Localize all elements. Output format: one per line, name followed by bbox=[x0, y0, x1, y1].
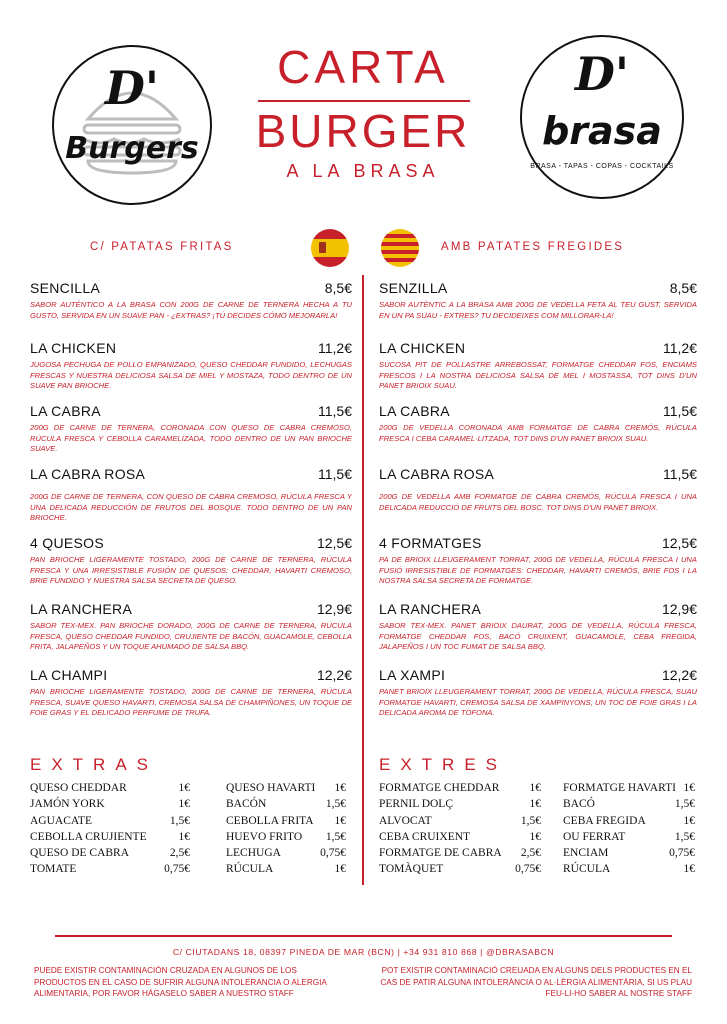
dbrasa-logo-mark: D' bbox=[575, 47, 629, 101]
extra-item bbox=[226, 845, 346, 861]
item-price: 11,5€ bbox=[663, 403, 697, 419]
extra-name: OU FERRAT bbox=[563, 830, 626, 843]
extra-price: 0,75€ bbox=[320, 847, 346, 860]
dburgers-logo bbox=[52, 45, 212, 205]
extra-name: TOMÀQUET bbox=[379, 863, 444, 876]
extra-name: HUEVO FRITO bbox=[226, 830, 303, 843]
extra-price: 1€ bbox=[334, 814, 346, 827]
extra-item bbox=[379, 780, 541, 796]
extra-name: AGUACATE bbox=[30, 814, 92, 827]
menu-item-es bbox=[30, 403, 352, 455]
item-name: SENCILLA bbox=[30, 280, 101, 296]
menu-item-ca bbox=[379, 601, 697, 653]
spain-flag-icon bbox=[311, 229, 349, 267]
item-description: 200G DE CARNE DE TERNERA, CON QUESO DE CABRA CREMOSO, RÚCULA FRESCA Y UNA DELICADA REDUCCIÓN DE FRUTOS DEL BOSQUE. TODO DENTRO DE UN PAN BRIOCHE. bbox=[30, 492, 352, 522]
extra-price: 0,75€ bbox=[669, 847, 695, 860]
item-description: SUCOSA PIT DE POLLASTRE ARREBOSSAT, FORMATGE CHEDDAR FOS, ENCIAMS FRESCOS I LA NOSTRA DELICIOSA SALSA DE MEL I MOSTASSA, TOT DINS D'UN PANET BRIOIX SUAU. bbox=[379, 360, 697, 390]
item-name: LA XAMPI bbox=[379, 667, 446, 683]
extra-price: 1€ bbox=[334, 863, 346, 876]
item-price: 12,5€ bbox=[661, 535, 697, 551]
extra-name: ENCIAM bbox=[563, 847, 609, 860]
extra-name: RÚCULA bbox=[226, 863, 274, 876]
item-price: 11,5€ bbox=[663, 466, 697, 482]
extra-name: FORMATGE DE CABRA bbox=[379, 847, 502, 860]
extra-item bbox=[226, 813, 346, 829]
extra-price: 1,5€ bbox=[325, 798, 346, 811]
footer-divider bbox=[55, 935, 672, 937]
menu-item-ca bbox=[379, 466, 697, 513]
item-name: SENZILLA bbox=[379, 280, 448, 296]
extra-price: 1€ bbox=[529, 798, 541, 811]
item-name: LA CHAMPI bbox=[30, 667, 108, 683]
extra-item bbox=[30, 829, 190, 845]
extra-price: 1€ bbox=[178, 782, 190, 794]
extra-item bbox=[30, 796, 190, 812]
extra-price: 1€ bbox=[683, 782, 695, 794]
extra-price: 1€ bbox=[334, 782, 346, 794]
menu-item-ca bbox=[379, 667, 697, 719]
extra-price: 1,5€ bbox=[325, 830, 346, 843]
item-price: 11,5€ bbox=[318, 403, 352, 419]
title-divider bbox=[258, 100, 470, 102]
extra-price: 1,5€ bbox=[674, 830, 695, 843]
allergy-note-es: PUEDE EXISTIR CONTAMINACIÓN CRUZADA EN ALGUNOS DE LOS PRODUCTOS EN EL CASO DE SUFRIR ALGUNA INTOLERANCIA O ALERGIA ALIMENTARIA, POR FAVOR HÁGASELO SABER A NUESTRO STAFF bbox=[34, 966, 327, 998]
item-name: LA CABRA bbox=[30, 403, 101, 419]
extra-item bbox=[563, 845, 695, 861]
extra-item bbox=[30, 780, 190, 796]
extras-es-col2 bbox=[226, 780, 346, 878]
dburgers-logo-word: Burgers bbox=[65, 131, 199, 166]
extra-item bbox=[379, 829, 541, 845]
extra-item bbox=[563, 780, 695, 796]
extras-ca-title: EXTRES bbox=[379, 755, 508, 774]
menu-item-ca bbox=[379, 403, 697, 444]
allergy-note-ca: POT EXISTIR CONTAMINACIÓ CREUADA EN ALGUNS DELS PRODUCTES EN EL CAS DE PATIR ALGUNA INTOLERÀNCIA O AL·LÈRGIA ALIMENTÀRIA, SI US PLAU FEU-LI-HO SABER AL NOSTRE STAFF bbox=[380, 966, 692, 998]
item-name: LA CHICKEN bbox=[30, 340, 117, 356]
subtitle-ca: AMB PATATES FREGIDES bbox=[441, 241, 625, 253]
menu-item-ca bbox=[379, 340, 697, 392]
item-description: 200G DE VEDELLA AMB FORMATGE DE CABRA CREMÓS, RÚCULA FRESCA I UNA DELICADA REDUCCIÓ DE FRUITS DEL BOSC. TOT DINS D'UN PANET BRIOIX. bbox=[379, 492, 697, 512]
item-description: SABOR AUTÈNTIC A LA BRASA AMB 200G DE VEDELLA FETA AL TEU GUST, SERVIDA EN UN PA SUAU - EXTRES? TU DECIDEIXES COM MILLORAR-LA! bbox=[379, 300, 697, 320]
item-price: 11,5€ bbox=[318, 466, 352, 482]
item-price: 12,9€ bbox=[661, 601, 697, 617]
extra-name: CEBA CRUIXENT bbox=[379, 830, 471, 843]
extra-name: FORMATGE CHEDDAR bbox=[379, 782, 500, 794]
menu-item-es bbox=[30, 601, 352, 653]
item-description: SABOR AUTÉNTICO A LA BRASA CON 200G DE CARNE DE TERNERA HECHA A TU GUSTO, SERVIDA EN UN SUAVE PAN - ¿EXTRAS? ¡TÚ DECIDES CÓMO MEJORARLA! bbox=[30, 300, 352, 320]
extra-price: 1,5€ bbox=[674, 798, 695, 811]
extras-es-title: EXTRAS bbox=[30, 755, 159, 774]
extra-item bbox=[563, 861, 695, 877]
extra-price: 1€ bbox=[683, 863, 695, 876]
extras-es-col1 bbox=[30, 780, 190, 878]
menu-item-es bbox=[30, 280, 352, 321]
extra-item bbox=[226, 796, 346, 812]
item-price: 8,5€ bbox=[669, 280, 697, 296]
menu-item-ca bbox=[379, 280, 697, 321]
extra-name: TOMATE bbox=[30, 863, 77, 876]
subtitle-es: C/ PATATAS FRITAS bbox=[90, 241, 234, 253]
extra-price: 2,5€ bbox=[169, 847, 190, 860]
extras-ca-col1 bbox=[379, 780, 541, 878]
extra-price: 1€ bbox=[529, 830, 541, 843]
extra-price: 1€ bbox=[529, 782, 541, 794]
extra-name: ALVOCAT bbox=[379, 814, 432, 827]
dbrasa-logo bbox=[520, 35, 684, 199]
column-divider bbox=[362, 275, 364, 885]
extra-name: PERNIL DOLÇ bbox=[379, 798, 454, 811]
extra-name: RÚCULA bbox=[563, 863, 611, 876]
menu-item-es bbox=[30, 535, 352, 587]
menu-item-ca bbox=[379, 535, 697, 587]
catalonia-flag-icon bbox=[381, 229, 419, 267]
item-description: SABOR TEX-MEX. PAN BRIOCHE DORADO, 200G DE CARNE DE TERNERA, RÚCULA FRESCA, QUESO CHEDDAR FUNDIDO, CRUJIENTE DE BACÓN, GUACAMOLE, CEBOLLA FRITA, JALAPEÑOS Y UN TOQUE AHUMADO DE SALSA BBQ. bbox=[30, 621, 352, 651]
extra-price: 1€ bbox=[683, 814, 695, 827]
menu-item-es bbox=[30, 667, 352, 719]
item-price: 11,2€ bbox=[318, 340, 352, 356]
extra-price: 0,75€ bbox=[515, 863, 541, 876]
extra-price: 1,5€ bbox=[520, 814, 541, 827]
extra-item bbox=[563, 796, 695, 812]
item-price: 12,2€ bbox=[661, 667, 697, 683]
extra-name: FORMATGE HAVARTI bbox=[563, 782, 676, 794]
dburgers-logo-mark: D' bbox=[105, 61, 159, 115]
item-name: LA CABRA bbox=[379, 403, 450, 419]
item-price: 8,5€ bbox=[324, 280, 352, 296]
extra-price: 1€ bbox=[178, 830, 190, 843]
extra-item bbox=[379, 813, 541, 829]
extra-item bbox=[563, 829, 695, 845]
footer-address: C/ CIUTADANS 18, 08397 PINEDA DE MAR (BCN) | +34 931 810 868 | @DBRASABCN bbox=[172, 947, 555, 957]
item-description: PA DE BRIOIX LLEUGERAMENT TORRAT, 200G DE VEDELLA, RÚCULA FRESCA I UNA FUSIÓ IRRESISTIBLE DE FORMATGES: CHEDDAR, HAVARTI CREMÓS, BRIE FOS I LA NOSTRA SALSA SECRETA DE FORMATGE. bbox=[379, 555, 697, 585]
extra-item bbox=[379, 796, 541, 812]
extra-name: BACÓN bbox=[226, 798, 267, 811]
item-description: PAN BRIOCHE LIGERAMENTE TOSTADO, 200G DE CARNE DE TERNERA, RÚCULA FRESCA, SUAVE QUESO HAVARTI, CREMOSA SALSA DE CHAMPIÑONES, UN TOQUE DE FOIE GRAS Y EL DELICADO PERFUME DE TRUFA. bbox=[30, 687, 352, 717]
extra-name: QUESO HAVARTI bbox=[226, 782, 316, 794]
item-description: PANET BRIOIX LLEUGERAMENT TORRAT, 200G DE VEDELLA, RÚCULA FRESCA, SUAU FORMATGE HAVARTI, CREMOSA SALSA DE XAMPINYONS, UN TOC DE FOIE GRAS I LA DELICADA AROMA DE TÒFONA. bbox=[379, 687, 697, 717]
title-a-la-brasa: A LA BRASA bbox=[286, 161, 440, 181]
title-carta: CARTA bbox=[277, 41, 449, 93]
extra-name: QUESO CHEDDAR bbox=[30, 782, 127, 794]
item-description: 200G DE CARNE DE TERNERA, CORONADA CON QUESO DE CABRA CREMOSO, RÚCULA FRESCA Y CEBOLLA CARAMELIZADA, TODO DENTRO DE UN PAN BRIOCHE SUAVE. bbox=[30, 423, 352, 453]
extra-item bbox=[226, 861, 346, 877]
extra-item bbox=[379, 845, 541, 861]
item-name: LA CABRA ROSA bbox=[30, 466, 146, 482]
extra-item bbox=[30, 861, 190, 877]
extra-name: BACÓ bbox=[563, 798, 595, 811]
extra-item bbox=[226, 829, 346, 845]
item-price: 12,2€ bbox=[316, 667, 352, 683]
extra-name: QUESO DE CABRA bbox=[30, 847, 130, 860]
item-name: 4 FORMATGES bbox=[379, 535, 482, 551]
item-description: 200G DE VEDELLA CORONADA AMB FORMATGE DE CABRA CREMÓS, RÚCULA FRESCA I CEBA CARAMEL·LITZADA, TOT DINS D'UN PANET BRIOIX SUAU. bbox=[379, 423, 697, 443]
item-price: 11,2€ bbox=[663, 340, 697, 356]
extra-name: LECHUGA bbox=[226, 847, 281, 860]
menu-item-es bbox=[30, 466, 352, 524]
menu-item-es bbox=[30, 340, 352, 392]
extra-item bbox=[30, 813, 190, 829]
dbrasa-tagline: BRASA - TAPAS - COPAS - COCKTAILS bbox=[530, 163, 674, 170]
item-name: LA CABRA ROSA bbox=[379, 466, 495, 482]
item-description: PAN BRIOCHE LIGERAMENTE TOSTADO, 200G DE CARNE DE TERNERA, RÚCULA FRESCA Y UNA IRRESISTIBLE FUSIÓN DE QUESOS: CHEDDAR, HAVARTI CREMOSO, BRIE FUNDIDO Y NUESTRA SALSA SECRETA DE QUESO. bbox=[30, 555, 352, 585]
extra-name: CEBA FREGIDA bbox=[563, 814, 646, 827]
extra-name: CEBOLLA CRUJIENTE bbox=[30, 830, 147, 843]
item-description: JUGOSA PECHUGA DE POLLO EMPANIZADO, QUESO CHEDDAR FUNDIDO, LECHUGAS FRESCAS Y NUESTRA DELICIOSA SALSA DE MIEL Y MOSTAZA, TODO DENTRO DE UN SUAVE PAN BRIOCHE. bbox=[30, 360, 352, 390]
item-name: LA CHICKEN bbox=[379, 340, 466, 356]
extra-name: CEBOLLA FRITA bbox=[226, 814, 314, 827]
item-name: LA RANCHERA bbox=[379, 601, 482, 617]
item-name: 4 QUESOS bbox=[30, 535, 104, 551]
extra-item bbox=[563, 813, 695, 829]
extra-price: 0,75€ bbox=[164, 863, 190, 876]
extra-price: 1€ bbox=[178, 798, 190, 811]
dbrasa-logo-word: brasa bbox=[542, 109, 662, 153]
item-description: SABOR TEX-MEX. PANET BRIOIX DAURAT, 200G DE VEDELLA, RÚCULA FRESCA, FORMATGE CHEDDAR FOS, BACÓ CRUIXENT, GUACAMOLE, CEBA FREGIDA, JALAPEÑOS I UN TOC FUMAT DE SALSA BBQ. bbox=[379, 621, 697, 651]
extras-ca-col2 bbox=[563, 780, 695, 878]
extra-item bbox=[30, 845, 190, 861]
title-burger: BURGER bbox=[255, 105, 471, 157]
extra-price: 1,5€ bbox=[169, 814, 190, 827]
extra-name: JAMÓN YORK bbox=[30, 798, 105, 811]
extra-price: 2,5€ bbox=[520, 847, 541, 860]
item-name: LA RANCHERA bbox=[30, 601, 133, 617]
extra-item bbox=[226, 780, 346, 796]
extra-item bbox=[379, 861, 541, 877]
item-price: 12,5€ bbox=[316, 535, 352, 551]
item-price: 12,9€ bbox=[316, 601, 352, 617]
